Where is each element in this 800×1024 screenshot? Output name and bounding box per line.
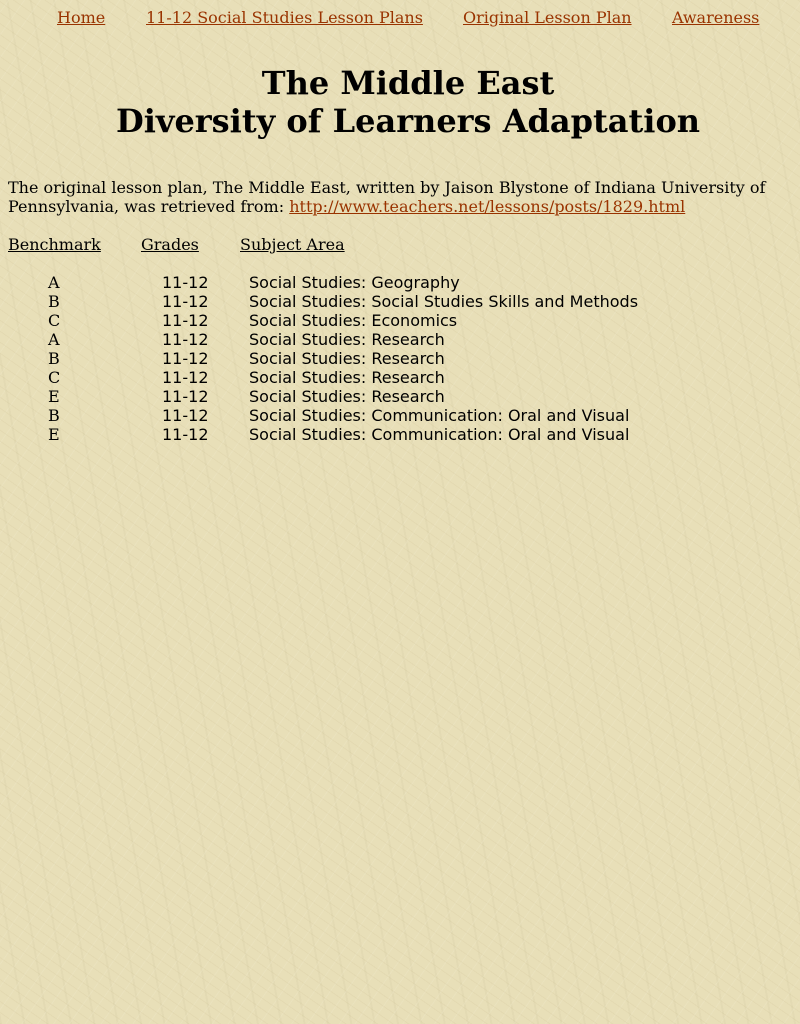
benchmark-cell: B xyxy=(48,349,60,368)
benchmark-cell: B xyxy=(48,292,60,311)
grades-cell: 11-12 xyxy=(162,425,209,444)
intro-text: The original lesson plan, The Middle East, written by Jaison Blystone of Indiana University of Pennsylvania, was retrieved from: xyxy=(8,178,766,216)
header-benchmark: Benchmark xyxy=(8,235,101,254)
table-row xyxy=(0,311,800,330)
subject-cell: Social Studies: Research xyxy=(249,330,445,349)
top-navigation xyxy=(0,8,800,28)
page-title xyxy=(0,64,800,140)
subject-cell: Social Studies: Communication: Oral and Visual xyxy=(249,425,630,444)
page-title-line-2: Diversity of Learners Adaptation xyxy=(115,102,701,140)
subject-cell: Social Studies: Research xyxy=(249,387,445,406)
subject-cell: Social Studies: Social Studies Skills and Methods xyxy=(249,292,639,311)
subject-cell: Social Studies: Geography xyxy=(249,273,460,292)
grades-cell: 11-12 xyxy=(162,387,209,406)
source-link[interactable]: http://www.teachers.net/lessons/posts/1829.html xyxy=(289,197,686,216)
subject-cell: Social Studies: Economics xyxy=(249,311,458,330)
grades-cell: 11-12 xyxy=(162,406,209,425)
grades-cell: 11-12 xyxy=(162,368,209,387)
grades-cell: 11-12 xyxy=(162,349,209,368)
subject-cell: Social Studies: Communication: Oral and Visual xyxy=(249,406,630,425)
table-row xyxy=(0,330,800,349)
benchmark-cell: A xyxy=(48,330,60,349)
table-row xyxy=(0,368,800,387)
intro-paragraph xyxy=(8,178,788,216)
benchmark-cell: E xyxy=(48,387,60,406)
benchmark-cell: C xyxy=(48,368,61,387)
page-title-line-1: The Middle East xyxy=(261,64,555,102)
table-row xyxy=(0,406,800,425)
grades-cell: 11-12 xyxy=(162,330,209,349)
table-row xyxy=(0,292,800,311)
benchmark-cell: E xyxy=(48,425,60,444)
nav-link-awareness[interactable]: Awareness xyxy=(672,8,760,27)
table-row xyxy=(0,425,800,444)
header-grades: Grades xyxy=(141,235,199,254)
table-header xyxy=(0,235,800,255)
benchmark-cell: B xyxy=(48,406,60,425)
table-row xyxy=(0,387,800,406)
nav-link-home[interactable]: Home xyxy=(57,8,106,27)
header-subject-area: Subject Area xyxy=(240,235,345,254)
benchmark-cell: A xyxy=(48,273,60,292)
grades-cell: 11-12 xyxy=(162,311,209,330)
subject-cell: Social Studies: Research xyxy=(249,349,445,368)
benchmark-cell: C xyxy=(48,311,61,330)
table-row xyxy=(0,273,800,292)
benchmark-table xyxy=(0,273,800,444)
grades-cell: 11-12 xyxy=(162,273,209,292)
nav-link-lesson-plans[interactable]: 11-12 Social Studies Lesson Plans xyxy=(146,8,423,27)
grades-cell: 11-12 xyxy=(162,292,209,311)
nav-link-original-lesson-plan[interactable]: Original Lesson Plan xyxy=(463,8,632,27)
table-row xyxy=(0,349,800,368)
subject-cell: Social Studies: Research xyxy=(249,368,445,387)
